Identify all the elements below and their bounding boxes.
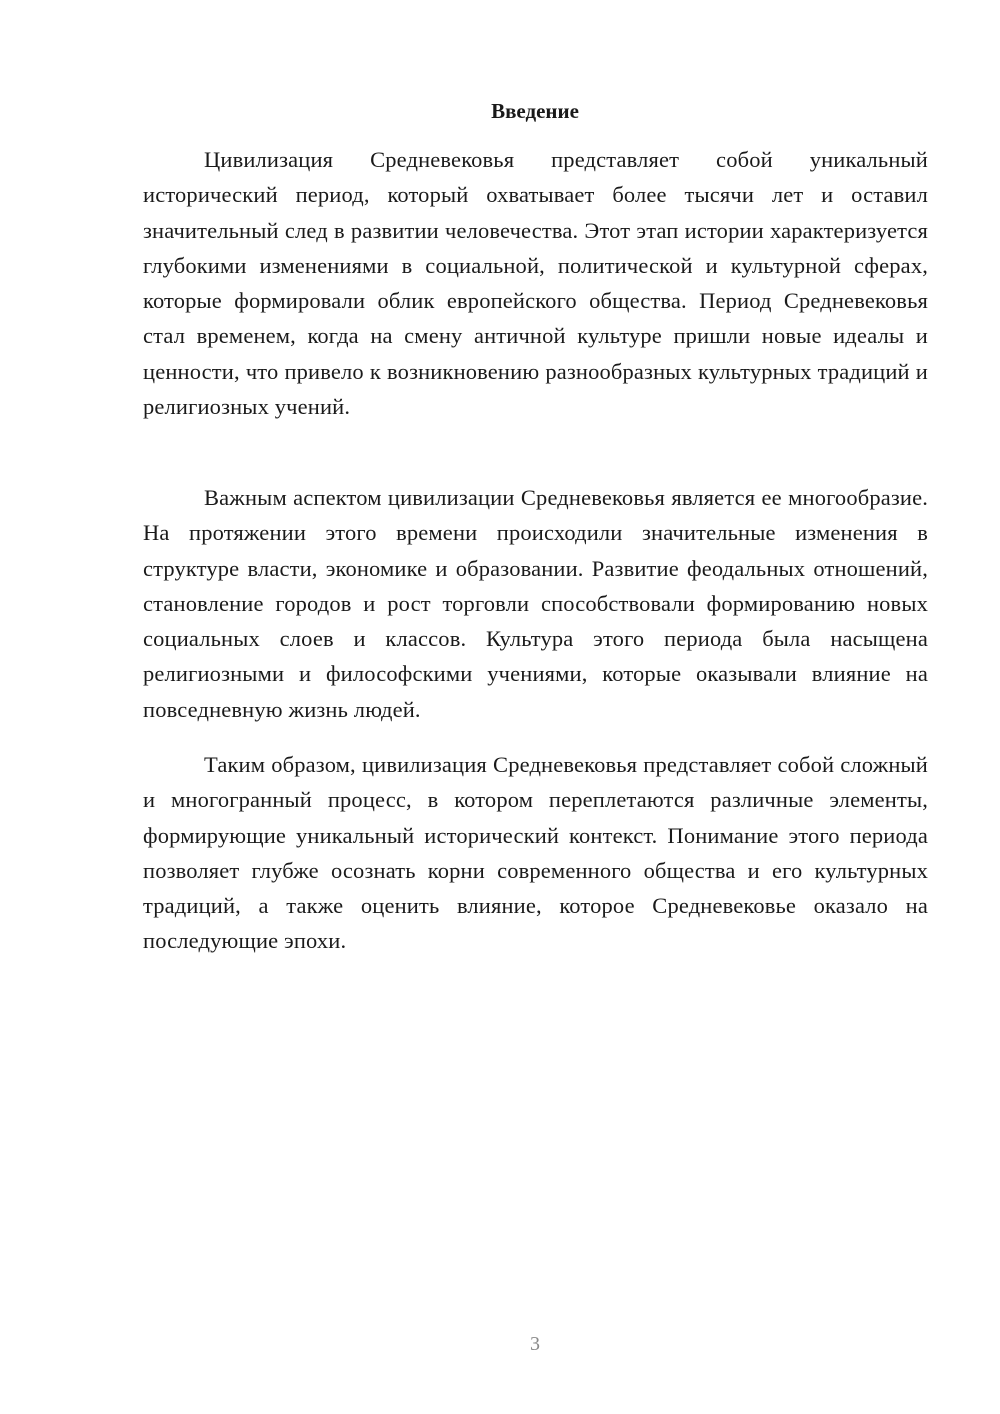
paragraph-2: Важным аспектом цивилизации Средневековья является ее многообразие. На протяжении этого времени происходили значительные изменения в структуре власти, экономике и образовании. Развитие феодальных отношений, становление городов и рост торговли способствовали формированию новых социальных слоев и классов. Культура этого периода была насыщена религиозными и философскими учениями, которые оказывали влияние на повседневную жизнь людей. [143, 485, 928, 722]
paragraph-1: Цивилизация Средневековья представляет собой уникальный исторический период, который охватывает более тысячи лет и оставил значительный след в развитии человечества. Этот этап истории характеризуется глубокими изменениями в социальной, политической и культурной сферах, которые формировали облик европейского общества. Период Средневековья стал временем, когда на смену античной культуре пришли новые идеалы и ценности, что привело к возникновению разнообразных культурных традиций и религиозных учений. [143, 147, 928, 420]
page-number: 3 [530, 1333, 540, 1355]
section-heading: Введение [491, 99, 579, 123]
paragraph-3: Таким образом, цивилизация Средневековья представляет собой сложный и многогранный процесс, в котором переплетаются различные элементы, формирующие уникальный исторический контекст. Понимание этого периода позволяет глубже осознать корни современного общества и его культурных традиций, а также оценить влияние, которое Средневековье оказало на последующие эпохи. [143, 752, 928, 954]
